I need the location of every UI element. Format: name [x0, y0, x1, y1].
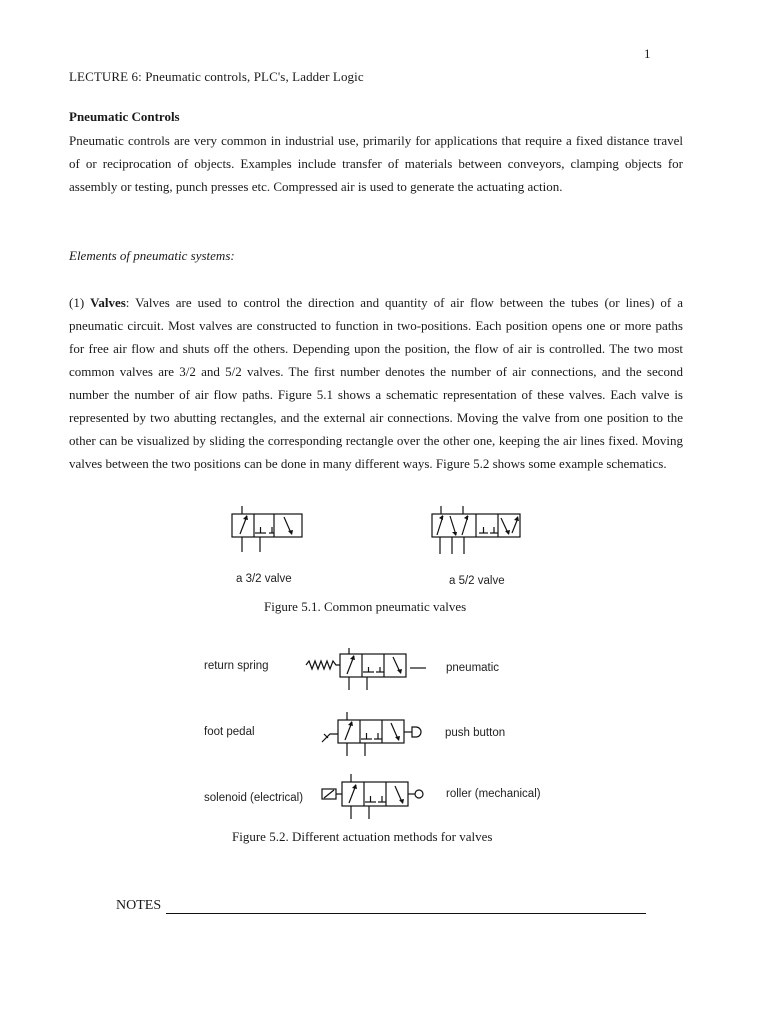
figure-5-1-caption: Figure 5.1. Common pneumatic valves	[264, 599, 467, 614]
valves-paragraph	[69, 291, 683, 475]
notes-line	[166, 913, 646, 914]
label-3-2-valve: a 3/2 valve	[236, 573, 292, 585]
page-number: 1	[644, 46, 651, 61]
label-return-spring: return spring	[204, 660, 269, 672]
label-pneumatic: pneumatic	[446, 662, 500, 674]
elements-heading: Elements of pneumatic systems:	[69, 248, 235, 263]
valve-solenoid-diagram	[318, 774, 430, 824]
valve-3-2-diagram	[226, 506, 310, 556]
label-5-2-valve: a 5/2 valve	[449, 575, 505, 587]
label-solenoid: solenoid (electrical)	[204, 792, 304, 804]
valve-return-spring-diagram	[300, 648, 434, 696]
label-push-button: push button	[445, 727, 506, 739]
valve-5-2-diagram	[428, 506, 528, 558]
label-foot-pedal: foot pedal	[204, 726, 255, 738]
valves-text: : Valves are used to control the direction and quantity of air flow between the tubes (or lines) of a pneumatic circuit. Most valves are constructed to function in two-positions. Each position opens one or more paths for free air flow and shuts off the others. Depending upon the position, the flow of air is controlled. The two most common valves are 3/2 and 5/2 valves. The first number denotes the number of air connections, and the second number the number of air flow paths. Figure 5.1 shows a schematic representation of these valves. Each valve is represented by two abutting rectangles, and the external air connections. Moving the valve from one position to the other can be visualized by sliding the corresponding rectangle over the other one, keeping the air lines fixed. Moving valves between the two positions can be done in many different ways. Figure 5.2 shows some example schematics.	[69, 295, 683, 471]
valve-foot-pedal-diagram	[318, 712, 428, 762]
notes-label: NOTES	[116, 898, 162, 913]
intro-paragraph: Pneumatic controls are very common in industrial use, primarily for applications that require a fixed distance travel of or reciprocation of objects. Examples include transfer of materials between conveyors, clamping objects for assembly or testing, punch presses etc. Compressed air is used to generate the actuating action.	[69, 133, 683, 194]
figure-5-2-caption: Figure 5.2. Different actuation methods for valves	[232, 829, 493, 844]
lecture-title: LECTURE 6: Pneumatic controls, PLC's, Ladder Logic	[69, 69, 364, 84]
section-heading: Pneumatic Controls	[69, 109, 180, 124]
valves-prefix: (1)	[69, 295, 91, 310]
label-roller: roller (mechanical)	[446, 788, 541, 800]
valves-term: Valves	[90, 295, 126, 310]
